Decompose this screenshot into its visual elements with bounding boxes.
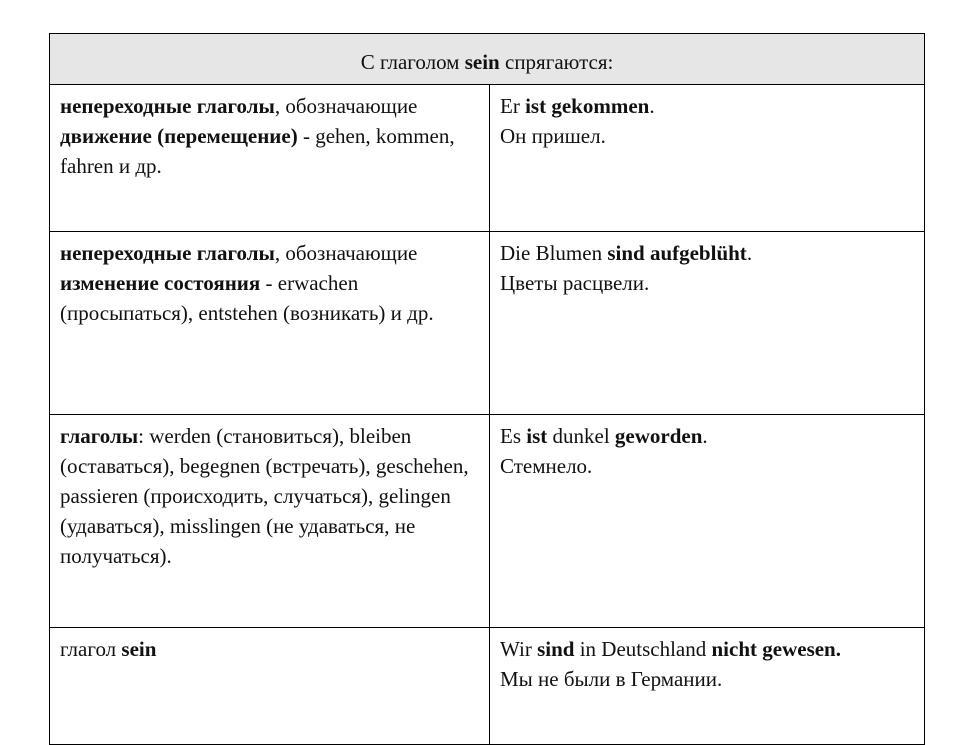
text: , обозначающие: [274, 94, 418, 118]
table-row: [50, 415, 925, 628]
bold-text: движение (перемещение): [60, 124, 298, 148]
bold-text: sind: [537, 637, 575, 661]
text: .: [649, 94, 655, 118]
table-row: [50, 232, 925, 415]
text: - gehen, kommen, fahren и др.: [60, 124, 455, 178]
verb-category-cell: [50, 415, 490, 628]
table-row: [50, 628, 925, 745]
cell-line: [500, 451, 914, 481]
bold-text: ist gekommen: [525, 94, 650, 118]
bold-text: geworden: [614, 424, 703, 448]
table-row: [50, 85, 925, 232]
bold-text: ist: [526, 424, 548, 448]
text: , обозначающие: [274, 241, 418, 265]
verb-category-cell: [50, 85, 490, 232]
cell-line: [500, 91, 914, 121]
table-header-row: [50, 34, 925, 85]
text: Он пришел.: [500, 124, 606, 148]
text: Стемнело.: [500, 454, 593, 478]
bold-text: sein: [121, 637, 157, 661]
text: in Deutschland: [574, 637, 712, 661]
cell-line: [60, 634, 479, 664]
cell-line: [60, 238, 479, 328]
table-header-cell: [50, 34, 925, 85]
text: Die Blumen: [500, 241, 608, 265]
cell-line: [500, 268, 914, 298]
cell-line: [500, 634, 914, 664]
bold-text: непереходные глаголы: [60, 241, 275, 265]
cell-line: [60, 91, 479, 181]
text: : werden (становиться), bleiben (оставаться), begegnen (встречать), geschehen, passieren (происходить, случаться), gelingen (удаваться), misslingen (не удаваться, не получаться).: [60, 424, 469, 568]
text: Es: [500, 424, 527, 448]
cell-line: [500, 421, 914, 451]
example-cell: [490, 232, 925, 415]
text: спрягаются:: [499, 50, 614, 74]
text: Мы не были в Германии.: [500, 667, 723, 691]
text: Wir: [500, 637, 538, 661]
example-cell: [490, 415, 925, 628]
verb-category-cell: [50, 232, 490, 415]
cell-line: [500, 664, 914, 694]
text: Цветы расцвели.: [500, 271, 650, 295]
verb-category-cell: [50, 628, 490, 745]
bold-text: изменение состояния: [60, 271, 261, 295]
bold-text: глаголы: [60, 424, 139, 448]
example-cell: [490, 85, 925, 232]
bold-text: непереходные глаголы: [60, 94, 275, 118]
bold-text: sein: [464, 50, 500, 74]
cell-line: [60, 421, 479, 571]
text: глагол: [60, 637, 122, 661]
text: - erwachen (просыпаться), entstehen (возникать) и др.: [60, 271, 434, 325]
conjugation-table: [49, 33, 925, 745]
text: .: [746, 241, 753, 265]
example-cell: [490, 628, 925, 745]
text: С глаголом: [360, 50, 465, 74]
cell-line: [500, 121, 914, 151]
text: .: [702, 424, 708, 448]
bold-text: nicht gewesen.: [711, 637, 841, 661]
bold-text: sind aufgeblüht: [607, 241, 747, 265]
text: Er: [500, 94, 526, 118]
cell-line: [500, 238, 914, 268]
text: dunkel: [547, 424, 615, 448]
